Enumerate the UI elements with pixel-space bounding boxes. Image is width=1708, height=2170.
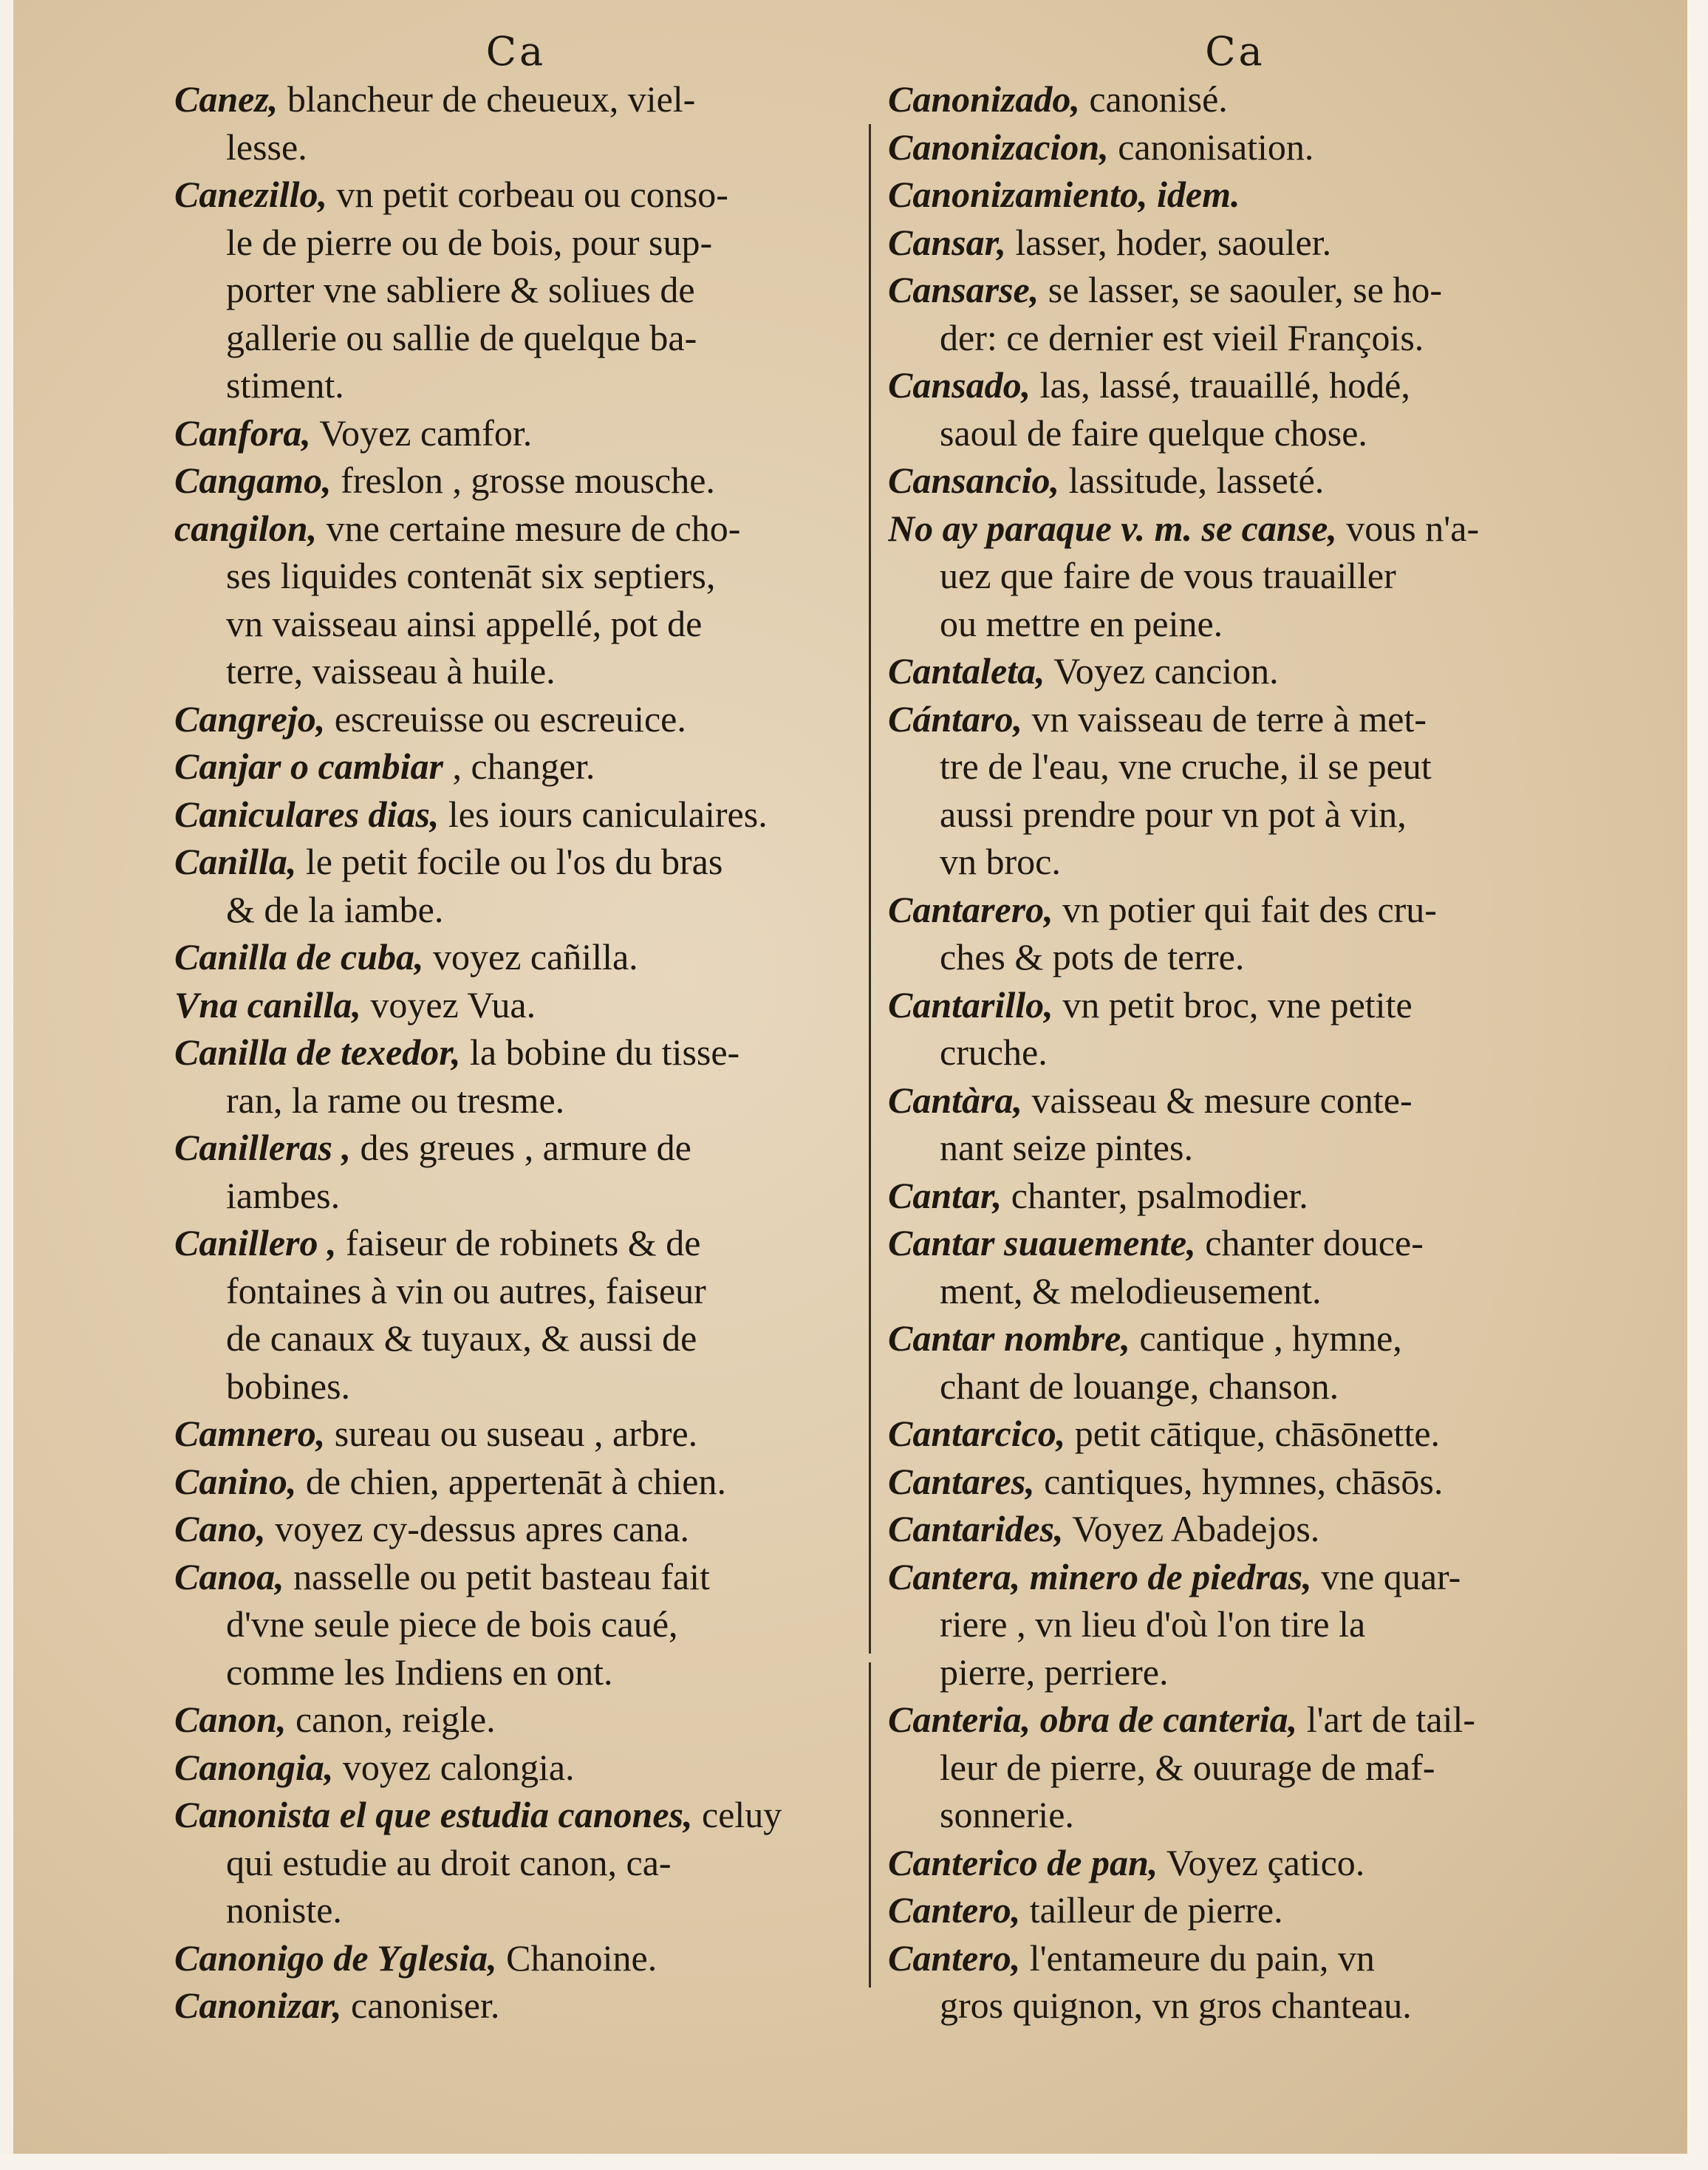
dictionary-entry bbox=[174, 1791, 858, 1839]
entry-headword: Cansar, bbox=[888, 221, 1006, 263]
entry-definition: l'entameure du pain, vn bbox=[1020, 1937, 1375, 1979]
entry-headword: Cangamo, bbox=[174, 460, 332, 501]
entry-continuation: d'vne seule piece de bois caué, comme les Indiens en ont. bbox=[226, 1603, 678, 1693]
entry-continuation: ment, & melodieusement. bbox=[940, 1269, 1322, 1311]
entry-continuation: iambes. bbox=[226, 1174, 341, 1216]
entry-definition: voyez cy-dessus apres cana. bbox=[265, 1508, 690, 1549]
page-margin-bottom bbox=[0, 2154, 1708, 2170]
entry-definition: Voyez cancion. bbox=[1045, 650, 1279, 692]
running-head-right: Ca bbox=[1205, 28, 1265, 75]
entry-definition: cantique , hymne, bbox=[1130, 1317, 1402, 1359]
right-entry-list bbox=[888, 75, 1582, 2030]
entry-definition: de chien, appertenāt à chien. bbox=[296, 1460, 726, 1502]
column-divider-rule bbox=[869, 124, 871, 1654]
dictionary-entry bbox=[888, 647, 1582, 695]
page-margin-right bbox=[1687, 0, 1708, 2170]
dictionary-entry bbox=[888, 1410, 1582, 1458]
entry-headword: Cantares, bbox=[888, 1460, 1035, 1502]
running-head-left: Ca bbox=[485, 28, 547, 75]
dictionary-entry bbox=[174, 1124, 858, 1172]
entry-continuation: leur de pierre, & ouurage de maf- sonnerie. bbox=[940, 1746, 1435, 1835]
right-column bbox=[888, 30, 1582, 2030]
entry-headword: Cangrejo, bbox=[174, 697, 326, 740]
dictionary-entry bbox=[174, 1458, 858, 1506]
entry-definition: lassitude, lasseté. bbox=[1059, 460, 1325, 501]
dictionary-entry bbox=[888, 1172, 1582, 1220]
entry-headword: Cantarero, bbox=[888, 888, 1053, 930]
dictionary-entry bbox=[888, 1839, 1582, 1887]
dictionary-entry bbox=[888, 886, 1582, 934]
entry-headword: Cansado, bbox=[888, 364, 1031, 406]
entry-definition: Chanoine. bbox=[496, 1937, 657, 1979]
dictionary-entry bbox=[174, 457, 858, 505]
entry-headword: Cantàra, bbox=[888, 1079, 1023, 1121]
entry-headword: Cantero, bbox=[888, 1889, 1021, 1931]
dictionary-entry bbox=[888, 695, 1582, 743]
entry-continuation: riere , vn lieu d'où l'on tire la pierre, perriere. bbox=[940, 1603, 1366, 1693]
entry-definition: faiseur de robinets & de bbox=[336, 1222, 701, 1263]
entry-continuation: lesse. bbox=[226, 126, 307, 168]
entry-definition: Voyez Abadejos. bbox=[1063, 1508, 1320, 1549]
entry-continuation: qui estudie au droit canon, ca- noniste. bbox=[226, 1841, 672, 1931]
entry-headword: Vna canilla, bbox=[174, 983, 361, 1026]
dictionary-entry bbox=[174, 1744, 858, 1792]
entry-headword: Canonigo de Yglesia, bbox=[174, 1937, 497, 1979]
entry-definition: chanter, psalmodier. bbox=[1002, 1174, 1308, 1216]
dictionary-entry bbox=[174, 409, 858, 457]
entry-headword: Canilla, bbox=[174, 841, 297, 882]
entry-definition: tailleur de pierre. bbox=[1020, 1889, 1283, 1931]
entry-headword: Cántaro, bbox=[888, 697, 1023, 740]
entry-definition: le petit focile ou l'os du bras bbox=[296, 841, 723, 882]
entry-headword: Cantarillo, bbox=[888, 983, 1053, 1026]
entry-headword: Canilla de texedor, bbox=[174, 1031, 461, 1073]
entry-headword: Cantar, bbox=[888, 1174, 1002, 1216]
entry-definition: cantiques, hymnes, chāsōs. bbox=[1034, 1460, 1444, 1502]
dictionary-entry bbox=[174, 791, 858, 839]
entry-headword: Canez, bbox=[174, 78, 279, 120]
entry-headword: Cantaleta, bbox=[888, 650, 1045, 692]
entry-headword: Canezillo, bbox=[174, 174, 327, 215]
entry-continuation: saoul de faire quelque chose. bbox=[940, 412, 1367, 454]
dictionary-entry bbox=[174, 1982, 858, 2030]
dictionary-entry bbox=[174, 1553, 858, 1601]
entry-headword: Cantero, bbox=[888, 1937, 1021, 1979]
entry-continuation: ses liquides contenāt six septiers, vn vaisseau ainsi appellé, pot de terre, vaisseau à huile. bbox=[226, 555, 716, 692]
entry-headword: Canonizamiento, idem. bbox=[888, 174, 1240, 215]
entry-headword: cangilon, bbox=[174, 507, 318, 549]
entry-continuation: chant de louange, chanson. bbox=[940, 1365, 1339, 1407]
dictionary-entry bbox=[174, 1219, 858, 1267]
entry-definition: Voyez camfor. bbox=[310, 412, 533, 454]
entry-definition: voyez cañilla. bbox=[423, 936, 638, 977]
entry-headword: Cantar suauemente, bbox=[888, 1222, 1196, 1263]
dictionary-entry bbox=[174, 933, 858, 981]
entry-continuation: tre de l'eau, vne cruche, il se peut aussi prendre pour vn pot à vin, vn broc. bbox=[940, 745, 1432, 882]
entry-headword: Canon, bbox=[174, 1699, 287, 1740]
entry-definition: las, lassé, trauaillé, hodé, bbox=[1031, 364, 1410, 406]
dictionary-entry bbox=[174, 1934, 858, 1982]
entry-headword: Cantar nombre, bbox=[888, 1317, 1130, 1359]
entry-headword: Canonizado, bbox=[888, 78, 1080, 120]
entry-definition: celuy bbox=[692, 1794, 782, 1835]
entry-definition: la bobine du tisse- bbox=[460, 1031, 740, 1073]
dictionary-entry bbox=[888, 1696, 1582, 1744]
entry-continuation: nant seize pintes. bbox=[940, 1127, 1193, 1168]
entry-headword: Cano, bbox=[174, 1508, 266, 1549]
entry-definition: lasser, hoder, saouler. bbox=[1005, 221, 1332, 263]
entry-definition: les iours caniculaires. bbox=[439, 793, 768, 835]
dictionary-entry bbox=[174, 505, 858, 553]
entry-definition: canonisation. bbox=[1108, 126, 1314, 168]
entry-definition: sureau ou suseau , arbre. bbox=[325, 1413, 698, 1454]
entry-headword: Cantarcico, bbox=[888, 1413, 1066, 1454]
entry-continuation: & de la iambe. bbox=[226, 888, 444, 930]
entry-definition: vn petit broc, vne petite bbox=[1053, 983, 1412, 1026]
entry-definition: canon, reigle. bbox=[286, 1699, 496, 1740]
entry-continuation: cruche. bbox=[940, 1031, 1048, 1073]
entry-definition: canonisé. bbox=[1079, 78, 1228, 120]
dictionary-entry bbox=[174, 1696, 858, 1744]
entry-headword: Canjar o cambiar bbox=[174, 745, 443, 787]
entry-headword: Canonista el que estudia canones, bbox=[174, 1794, 693, 1835]
entry-headword: Cansarse, bbox=[888, 269, 1039, 310]
entry-headword: Canfora, bbox=[174, 412, 311, 454]
left-entry-list bbox=[174, 75, 858, 2030]
entry-headword: Canilleras , bbox=[174, 1127, 351, 1168]
entry-continuation: ran, la rame ou tresme. bbox=[226, 1079, 565, 1121]
entry-headword: Canonizar, bbox=[174, 1985, 342, 2026]
left-column bbox=[174, 30, 858, 2030]
entry-definition: vn vaisseau de terre à met- bbox=[1022, 697, 1427, 740]
dictionary-entry bbox=[888, 171, 1582, 219]
entry-definition: voyez calongia. bbox=[333, 1746, 575, 1788]
dictionary-entry bbox=[888, 1314, 1582, 1362]
entry-headword: Cantera, minero de piedras, bbox=[888, 1555, 1312, 1597]
dictionary-entry bbox=[174, 981, 858, 1029]
entry-definition: freslon , grosse mousche. bbox=[331, 460, 715, 501]
dictionary-entry bbox=[174, 171, 858, 219]
dictionary-entry bbox=[174, 838, 858, 886]
dictionary-entry bbox=[888, 123, 1582, 171]
dictionary-entry bbox=[888, 505, 1582, 553]
entry-definition: Voyez çatico. bbox=[1158, 1841, 1365, 1883]
entry-headword: Canterico de pan, bbox=[888, 1841, 1158, 1883]
entry-continuation: gros quignon, vn gros chanteau. bbox=[940, 1985, 1412, 2026]
dictionary-entry bbox=[888, 1077, 1582, 1125]
entry-headword: No ay paraque v. m. se canse, bbox=[888, 507, 1337, 549]
dictionary-entry bbox=[174, 75, 858, 123]
entry-definition: nasselle ou petit basteau fait bbox=[284, 1555, 710, 1597]
entry-headword: Canonizacion, bbox=[888, 126, 1109, 168]
dictionary-entry bbox=[174, 743, 858, 791]
entry-definition: vne quar- bbox=[1311, 1555, 1461, 1597]
entry-headword: Canilla de cuba, bbox=[174, 936, 424, 977]
entry-headword: Canillero , bbox=[174, 1222, 337, 1263]
entry-definition: des greues , armure de bbox=[350, 1127, 691, 1168]
entry-definition: se lasser, se saouler, se ho- bbox=[1039, 269, 1443, 310]
entry-continuation: le de pierre ou de bois, pour sup- porter vne sabliere & soliues de gallerie ou sallie de quelque ba- stiment. bbox=[226, 221, 713, 406]
entry-definition: voyez Vua. bbox=[361, 983, 536, 1026]
entry-definition: l'art de tail- bbox=[1297, 1699, 1476, 1740]
entry-definition: escreuisse ou escreuice. bbox=[325, 697, 686, 740]
dictionary-entry bbox=[888, 1458, 1582, 1506]
entry-headword: Camnero, bbox=[174, 1413, 326, 1454]
entry-headword: Cansancio, bbox=[888, 460, 1060, 501]
column-divider-rule-lower bbox=[869, 1662, 871, 1988]
entry-headword: Caniculares dias, bbox=[174, 793, 440, 835]
entry-headword: Canoa, bbox=[174, 1555, 284, 1597]
dictionary-entry bbox=[888, 361, 1582, 409]
dictionary-entry bbox=[888, 75, 1582, 123]
dictionary-entry bbox=[888, 1219, 1582, 1267]
entry-definition: vous n'a- bbox=[1336, 507, 1480, 549]
dictionary-entry bbox=[174, 695, 858, 743]
dictionary-entry bbox=[888, 1553, 1582, 1601]
entry-definition: vaisseau & mesure conte- bbox=[1022, 1079, 1412, 1121]
dictionary-entry bbox=[174, 1410, 858, 1458]
entry-definition: vn potier qui fait des cru- bbox=[1053, 888, 1437, 930]
page-margin-left bbox=[0, 0, 13, 2170]
entry-continuation: der: ce dernier est vieil François. bbox=[940, 316, 1424, 358]
entry-headword: Canongia, bbox=[174, 1746, 334, 1788]
entry-definition: vne certaine mesure de cho- bbox=[317, 507, 741, 549]
entry-continuation: ches & pots de terre. bbox=[940, 936, 1245, 977]
entry-definition: canoniser. bbox=[341, 1985, 500, 2026]
dictionary-entry bbox=[888, 219, 1582, 267]
entry-headword: Cantarides, bbox=[888, 1508, 1064, 1549]
entry-definition: , changer. bbox=[443, 745, 595, 787]
dictionary-entry bbox=[888, 1934, 1582, 1982]
entry-definition: vn petit corbeau ou conso- bbox=[327, 174, 728, 215]
entry-headword: Canino, bbox=[174, 1460, 297, 1502]
entry-definition: chanter douce- bbox=[1195, 1222, 1424, 1263]
dictionary-entry bbox=[888, 266, 1582, 314]
entry-continuation: fontaines à vin ou autres, faiseur de canaux & tuyaux, & aussi de bobines. bbox=[226, 1269, 706, 1407]
dictionary-entry bbox=[888, 457, 1582, 505]
entry-continuation: uez que faire de vous trauailler ou mettre en peine. bbox=[940, 555, 1396, 644]
dictionary-entry bbox=[174, 1505, 858, 1553]
dictionary-entry bbox=[174, 1028, 858, 1077]
dictionary-entry bbox=[888, 981, 1582, 1029]
entry-definition: petit cātique, chāsōnette. bbox=[1065, 1413, 1441, 1454]
dictionary-entry bbox=[888, 1886, 1582, 1934]
entry-headword: Canteria, obra de canteria, bbox=[888, 1699, 1298, 1740]
dictionary-entry bbox=[888, 1505, 1582, 1553]
entry-definition: blancheur de cheueux, viel- bbox=[278, 78, 696, 120]
